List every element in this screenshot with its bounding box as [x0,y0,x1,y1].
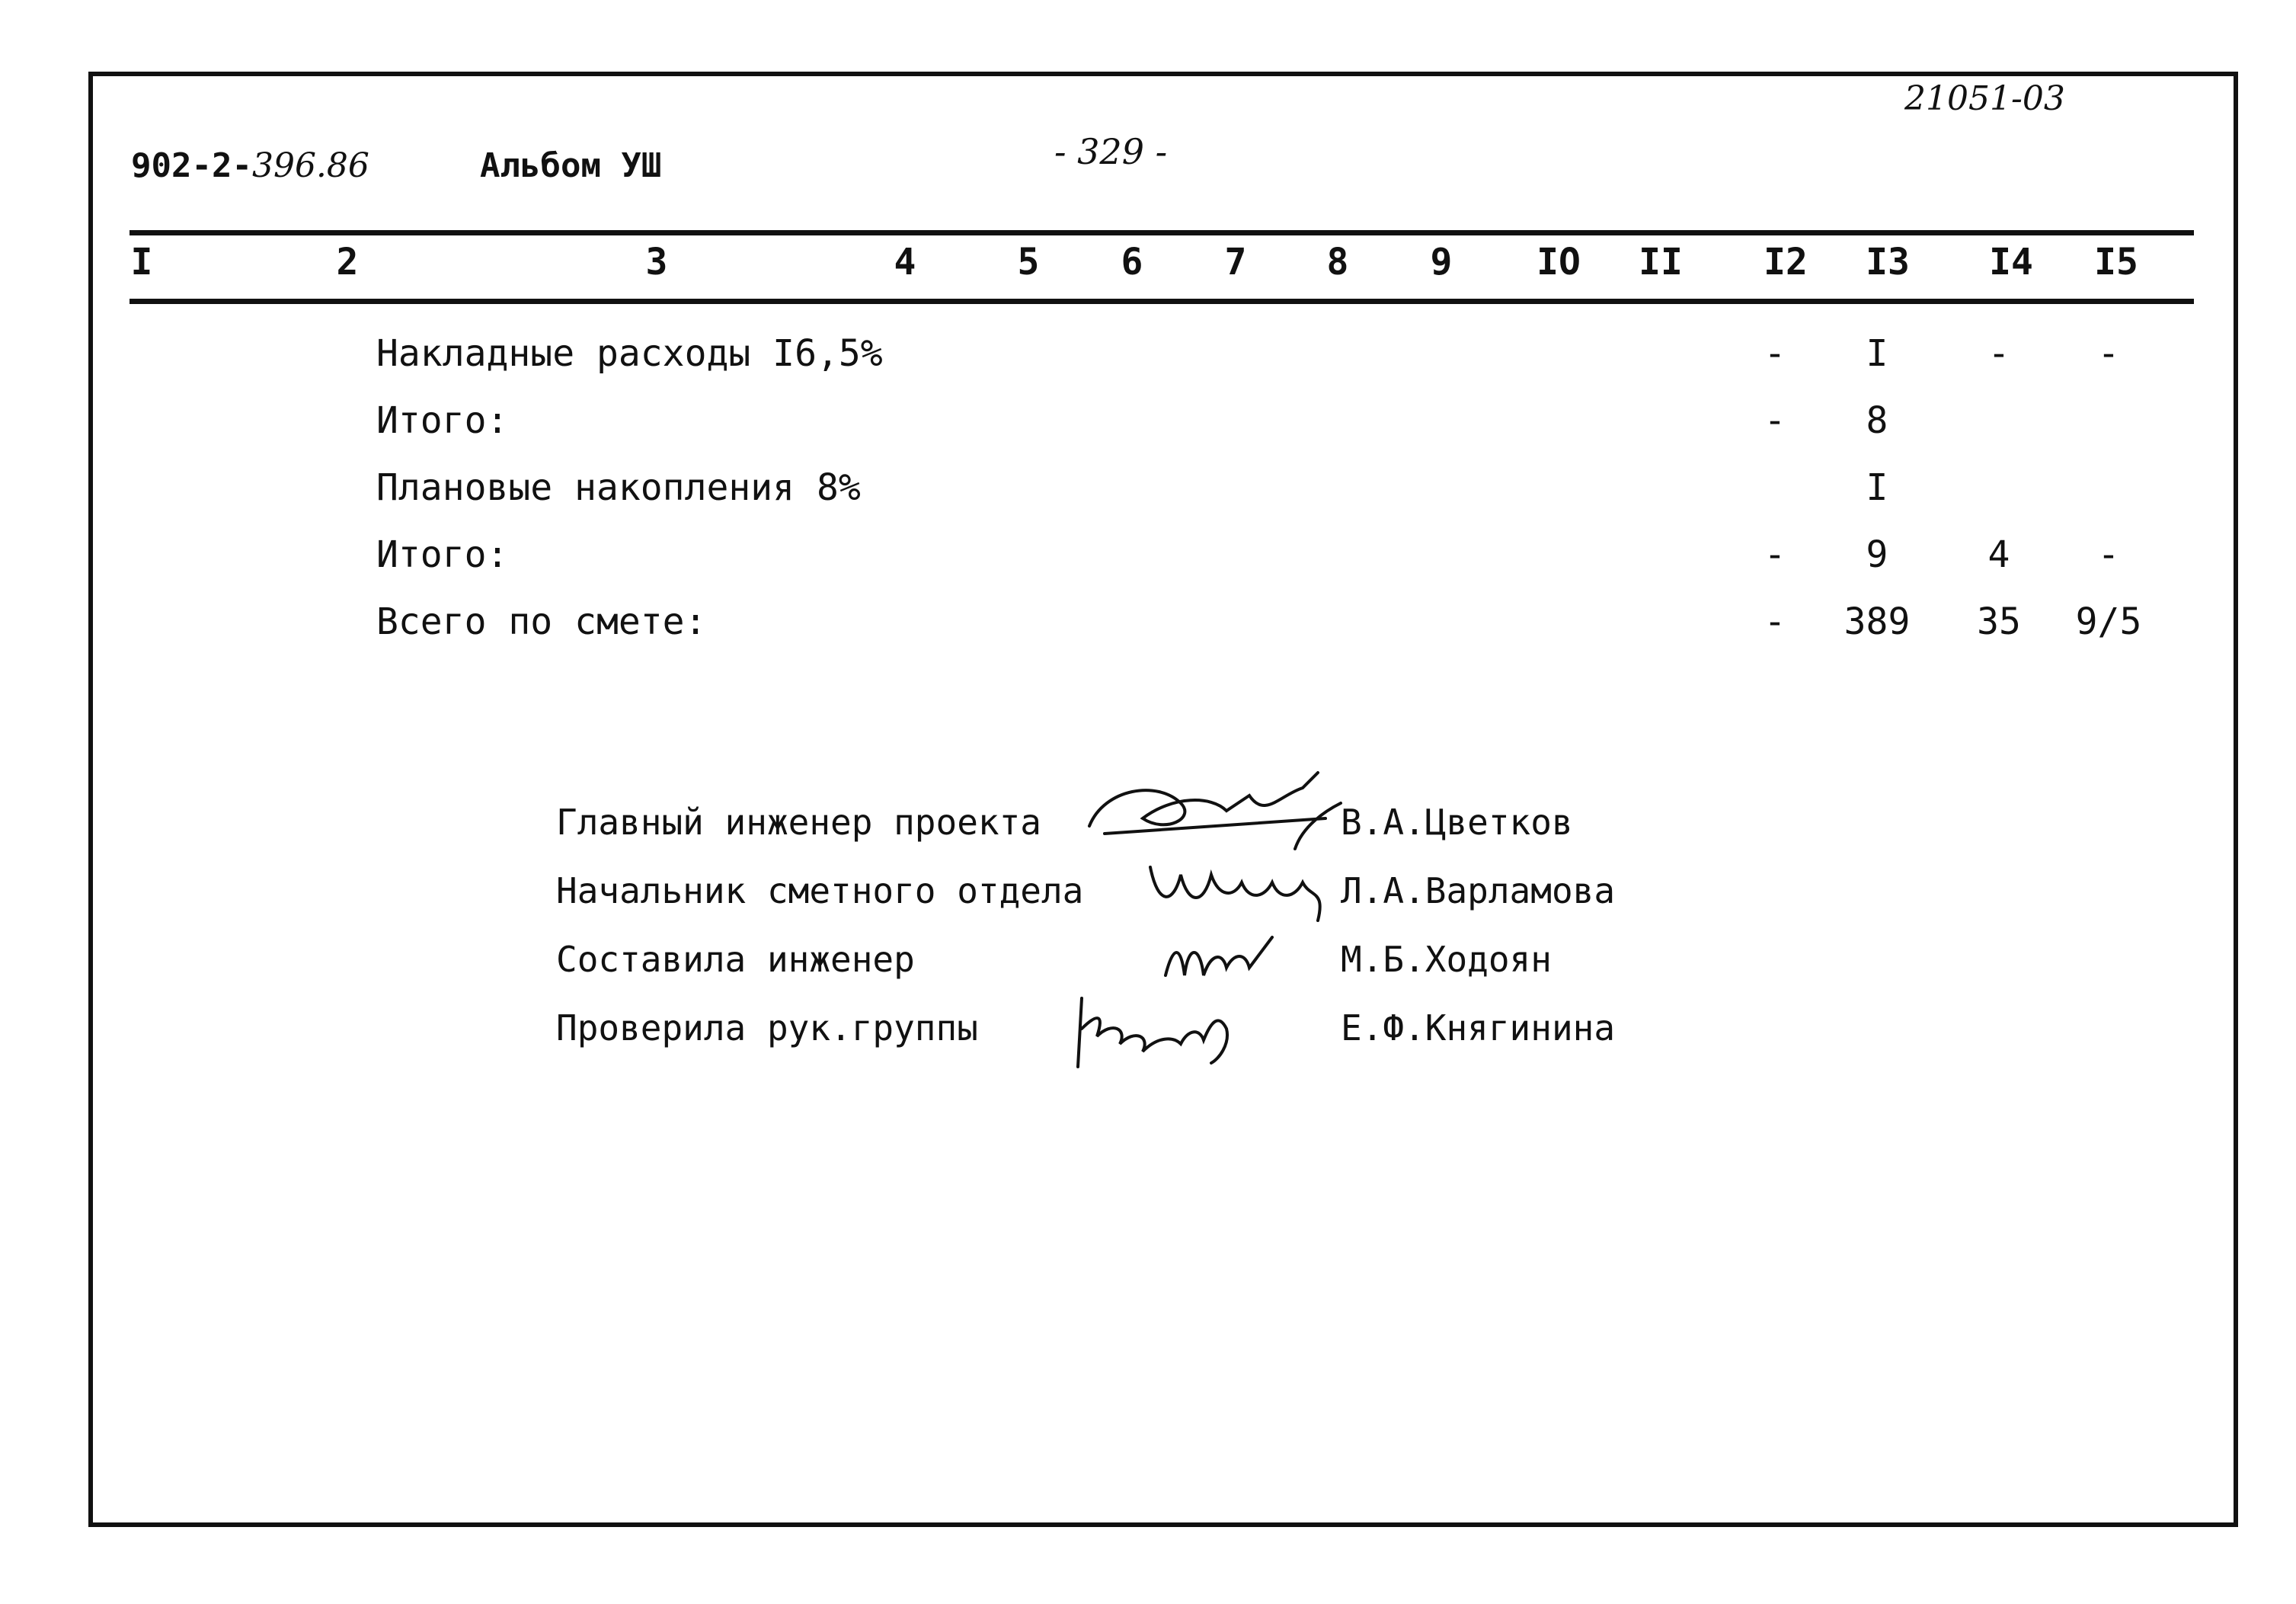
column-number: 5 [1017,241,1040,283]
handwritten-signature [1158,922,1287,991]
column-number: 9 [1430,241,1453,283]
table-top-rule [130,230,2194,235]
cell-col12: - [1764,399,1786,442]
cell-col13: I [1866,332,1888,375]
column-number: I3 [1866,241,1910,283]
row-label: Накладные расходы I6,5% [376,332,883,375]
signature-role: Составила инженер [556,939,915,980]
cell-col13: 8 [1866,399,1888,442]
column-number: I4 [1989,241,2033,283]
archive-number: 21051-03 [1904,79,2065,118]
cell-col12: - [1764,600,1786,643]
doc-number-handwritten: 396.86 [251,146,369,185]
row-label: Итого: [376,533,509,576]
signature-name: М.Б.Ходоян [1341,939,1552,980]
page-number: - 329 - [1054,131,1168,172]
column-number: I [130,241,153,283]
cell-col13: 389 [1844,600,1911,643]
column-number: 8 [1326,241,1349,283]
column-number: 7 [1224,241,1247,283]
album-label: Альбом УШ [480,146,662,185]
column-number: IO [1537,241,1581,283]
cell-col14: - [1987,332,2010,375]
signature-role: Начальник сметного отдела [556,870,1084,911]
signature-name: Е.Ф.Княгинина [1341,1007,1616,1049]
cell-col13: I [1866,466,1888,509]
cell-col14: 35 [1977,600,2021,643]
column-number: II [1639,241,1683,283]
column-number: I5 [2094,241,2138,283]
cell-col12: - [1764,332,1786,375]
column-number: 2 [336,241,359,283]
row-label: Плановые накопления 8% [376,466,861,509]
signature-name: В.А.Цветков [1341,802,1573,843]
cell-col14: 4 [1987,533,2010,576]
signature-name: Л.А.Варламова [1341,870,1616,911]
column-number: 3 [645,241,668,283]
cell-col12: - [1764,533,1786,576]
row-label: Итого: [376,399,509,442]
column-number: 4 [894,241,916,283]
signature-role: Главный инженер проекта [556,802,1041,843]
handwritten-signature [1143,844,1341,928]
cell-col15: - [2097,533,2120,576]
signature-role: Проверила рук.группы [556,1007,978,1049]
cell-col15: 9/5 [2075,600,2142,643]
cell-col13: 9 [1866,533,1888,576]
doc-number [131,146,369,185]
doc-number-printed: 902-2- [131,146,252,185]
handwritten-signature [1066,983,1242,1074]
cell-col15: - [2097,332,2120,375]
column-number: I2 [1764,241,1808,283]
row-label: Всего по смете: [376,600,707,643]
table-header-rule [130,299,2194,304]
column-number: 6 [1121,241,1143,283]
